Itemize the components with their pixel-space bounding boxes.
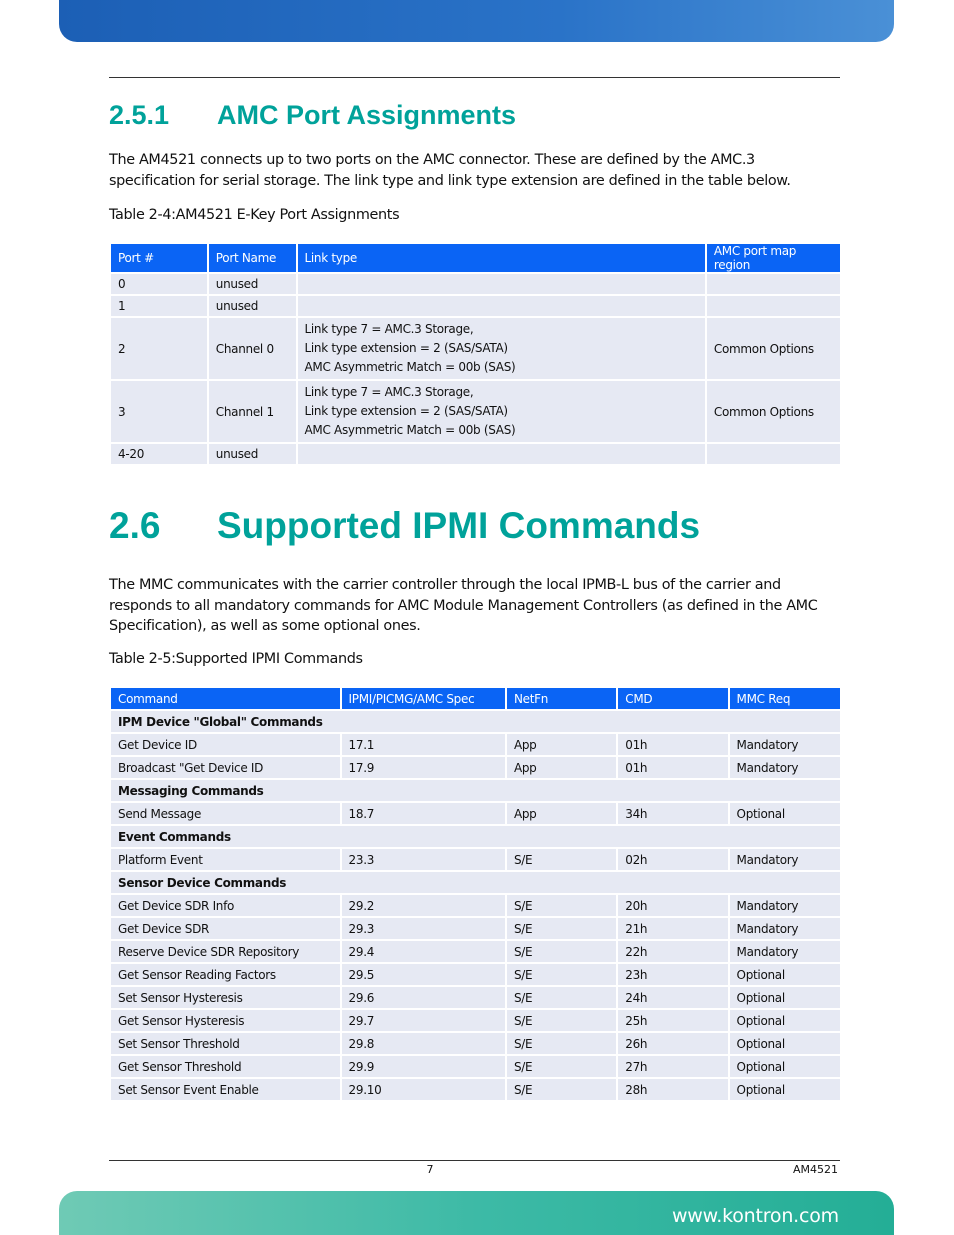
- port-name-cell: unused: [209, 274, 296, 294]
- table-row: [111, 381, 840, 442]
- command-cell: 28h: [618, 1079, 727, 1100]
- column-header: AMC port map region: [707, 244, 840, 272]
- product-model: AM4521: [792, 1163, 838, 1176]
- command-cell: Set Sensor Event Enable: [111, 1079, 340, 1100]
- group-label-cell: IPM Device "Global" Commands: [111, 711, 840, 732]
- group-label-cell: Sensor Device Commands: [111, 872, 840, 893]
- group-row: [111, 872, 840, 893]
- port-name-cell: Channel 1: [209, 381, 296, 442]
- command-cell: App: [507, 803, 616, 824]
- table-row: [111, 274, 840, 294]
- command-cell: App: [507, 734, 616, 755]
- command-cell: 23.3: [342, 849, 505, 870]
- table-row: [111, 895, 840, 916]
- link-type-cell: [298, 318, 705, 379]
- command-cell: 29.2: [342, 895, 505, 916]
- command-cell: 29.9: [342, 1056, 505, 1077]
- command-cell: S/E: [507, 918, 616, 939]
- command-cell: S/E: [507, 895, 616, 916]
- column-header: MMC Req: [730, 688, 840, 709]
- column-header: Link type: [298, 244, 705, 272]
- table-row: [111, 734, 840, 755]
- section-title: Supported IPMI Commands: [217, 505, 701, 546]
- command-cell: 29.10: [342, 1079, 505, 1100]
- command-cell: Get Device SDR Info: [111, 895, 340, 916]
- command-cell: Set Sensor Hysteresis: [111, 987, 340, 1008]
- command-cell: 29.6: [342, 987, 505, 1008]
- column-header: CMD: [618, 688, 727, 709]
- port-map-region-cell: [707, 274, 840, 294]
- command-cell: Mandatory: [730, 895, 840, 916]
- group-label-cell: Event Commands: [111, 826, 840, 847]
- command-cell: 23h: [618, 964, 727, 985]
- group-row: [111, 780, 840, 801]
- command-cell: Broadcast "Get Device ID: [111, 757, 340, 778]
- command-cell: 17.1: [342, 734, 505, 755]
- header-band: [59, 0, 894, 42]
- port-map-region-cell: Common Options: [707, 318, 840, 379]
- section-number: 2.5.1: [109, 100, 170, 130]
- command-cell: 20h: [618, 895, 727, 916]
- column-header: Command: [111, 688, 340, 709]
- table-row: [111, 964, 840, 985]
- link-type-cell: [298, 444, 705, 464]
- footer-rule: [109, 1160, 840, 1161]
- command-cell: Get Sensor Hysteresis: [111, 1010, 340, 1031]
- group-label-cell: Messaging Commands: [111, 780, 840, 801]
- table-caption-2-5: Table 2-5:Supported IPMI Commands: [109, 651, 363, 667]
- command-cell: 29.4: [342, 941, 505, 962]
- command-cell: 17.9: [342, 757, 505, 778]
- command-cell: Optional: [730, 987, 840, 1008]
- paragraph-amc-ports: The AM4521 connects up to two ports on the AMC connector. These are defined by the AMC.3 specification for serial storage. The link type and link type extension are defined in the table below.: [109, 152, 791, 189]
- table-row: [111, 849, 840, 870]
- command-cell: Mandatory: [730, 918, 840, 939]
- port-name-cell: Channel 0: [209, 318, 296, 379]
- table-row: [111, 803, 840, 824]
- port-number-cell: 3: [111, 381, 207, 442]
- command-cell: 27h: [618, 1056, 727, 1077]
- command-cell: App: [507, 757, 616, 778]
- table-row: [111, 318, 840, 379]
- command-cell: S/E: [507, 1056, 616, 1077]
- command-cell: Mandatory: [730, 757, 840, 778]
- column-header: Port #: [111, 244, 207, 272]
- section-heading-2-5-1: [109, 100, 516, 131]
- table-header-row: [111, 244, 840, 272]
- command-cell: Mandatory: [730, 941, 840, 962]
- command-cell: S/E: [507, 964, 616, 985]
- table-row: [111, 757, 840, 778]
- command-cell: 29.5: [342, 964, 505, 985]
- port-assignments-table: [109, 242, 842, 466]
- command-cell: 01h: [618, 734, 727, 755]
- command-cell: 02h: [618, 849, 727, 870]
- command-cell: S/E: [507, 1033, 616, 1054]
- command-cell: 24h: [618, 987, 727, 1008]
- table-row: [111, 1079, 840, 1100]
- command-cell: Optional: [730, 1056, 840, 1077]
- command-cell: 29.8: [342, 1033, 505, 1054]
- command-cell: 22h: [618, 941, 727, 962]
- page-number: 7: [426, 1163, 434, 1176]
- command-cell: 29.7: [342, 1010, 505, 1031]
- table-row: [111, 1010, 840, 1031]
- link-type-line: Link type extension = 2 (SAS/SATA): [304, 404, 508, 418]
- section-number: 2.6: [109, 505, 161, 546]
- footer-band: [59, 1191, 894, 1235]
- website-link[interactable]: www.kontron.com: [671, 1205, 839, 1227]
- port-map-region-cell: [707, 296, 840, 316]
- link-type-cell: [298, 296, 705, 316]
- command-cell: 29.3: [342, 918, 505, 939]
- command-cell: S/E: [507, 987, 616, 1008]
- link-type-line: Link type 7 = AMC.3 Storage,: [304, 322, 474, 336]
- command-cell: Platform Event: [111, 849, 340, 870]
- column-header: NetFn: [507, 688, 616, 709]
- link-type-cell: [298, 274, 705, 294]
- header-rule: [109, 77, 840, 78]
- table-row: [111, 918, 840, 939]
- command-cell: Optional: [730, 1010, 840, 1031]
- link-type-line: AMC Asymmetric Match = 00b (SAS): [304, 360, 516, 374]
- command-cell: S/E: [507, 941, 616, 962]
- command-cell: Optional: [730, 1033, 840, 1054]
- table-row: [111, 1056, 840, 1077]
- table-row: [111, 987, 840, 1008]
- command-cell: Send Message: [111, 803, 340, 824]
- command-cell: Get Sensor Threshold: [111, 1056, 340, 1077]
- link-type-line: Link type extension = 2 (SAS/SATA): [304, 341, 508, 355]
- table-header-row: [111, 688, 840, 709]
- paragraph-ipmi: The MMC communicates with the carrier controller through the local IPMB-L bus of the carrier and responds to all mandatory commands for AMC Module Management Controllers (as defined in the AMC Specification), as well as some optional ones.: [109, 577, 818, 634]
- link-type-cell: [298, 381, 705, 442]
- command-cell: S/E: [507, 1079, 616, 1100]
- command-cell: Set Sensor Threshold: [111, 1033, 340, 1054]
- command-cell: 18.7: [342, 803, 505, 824]
- port-number-cell: 2: [111, 318, 207, 379]
- command-cell: Optional: [730, 1079, 840, 1100]
- port-name-cell: unused: [209, 444, 296, 464]
- command-cell: Reserve Device SDR Repository: [111, 941, 340, 962]
- command-cell: 25h: [618, 1010, 727, 1031]
- column-header: Port Name: [209, 244, 296, 272]
- table-row: [111, 1033, 840, 1054]
- group-row: [111, 711, 840, 732]
- table-row: [111, 444, 840, 464]
- table-row: [111, 941, 840, 962]
- command-cell: S/E: [507, 849, 616, 870]
- command-cell: 34h: [618, 803, 727, 824]
- port-map-region-cell: Common Options: [707, 381, 840, 442]
- command-cell: Mandatory: [730, 849, 840, 870]
- command-cell: Optional: [730, 964, 840, 985]
- link-type-line: Link type 7 = AMC.3 Storage,: [304, 385, 474, 399]
- column-header: IPMI/PICMG/AMC Spec: [342, 688, 505, 709]
- port-map-region-cell: [707, 444, 840, 464]
- command-cell: Get Device SDR: [111, 918, 340, 939]
- port-number-cell: 1: [111, 296, 207, 316]
- link-type-line: AMC Asymmetric Match = 00b (SAS): [304, 423, 516, 437]
- command-cell: Optional: [730, 803, 840, 824]
- table-row: [111, 296, 840, 316]
- port-number-cell: 0: [111, 274, 207, 294]
- port-name-cell: unused: [209, 296, 296, 316]
- command-cell: Mandatory: [730, 734, 840, 755]
- group-row: [111, 826, 840, 847]
- command-cell: S/E: [507, 1010, 616, 1031]
- command-cell: 21h: [618, 918, 727, 939]
- command-cell: Get Sensor Reading Factors: [111, 964, 340, 985]
- section-title: AMC Port Assignments: [217, 100, 517, 130]
- command-cell: 01h: [618, 757, 727, 778]
- table-caption-2-4: Table 2-4:AM4521 E-Key Port Assignments: [109, 207, 400, 223]
- port-number-cell: 4-20: [111, 444, 207, 464]
- command-cell: 26h: [618, 1033, 727, 1054]
- ipmi-commands-table: [109, 686, 842, 1102]
- command-cell: Get Device ID: [111, 734, 340, 755]
- section-heading-2-6: [109, 505, 700, 547]
